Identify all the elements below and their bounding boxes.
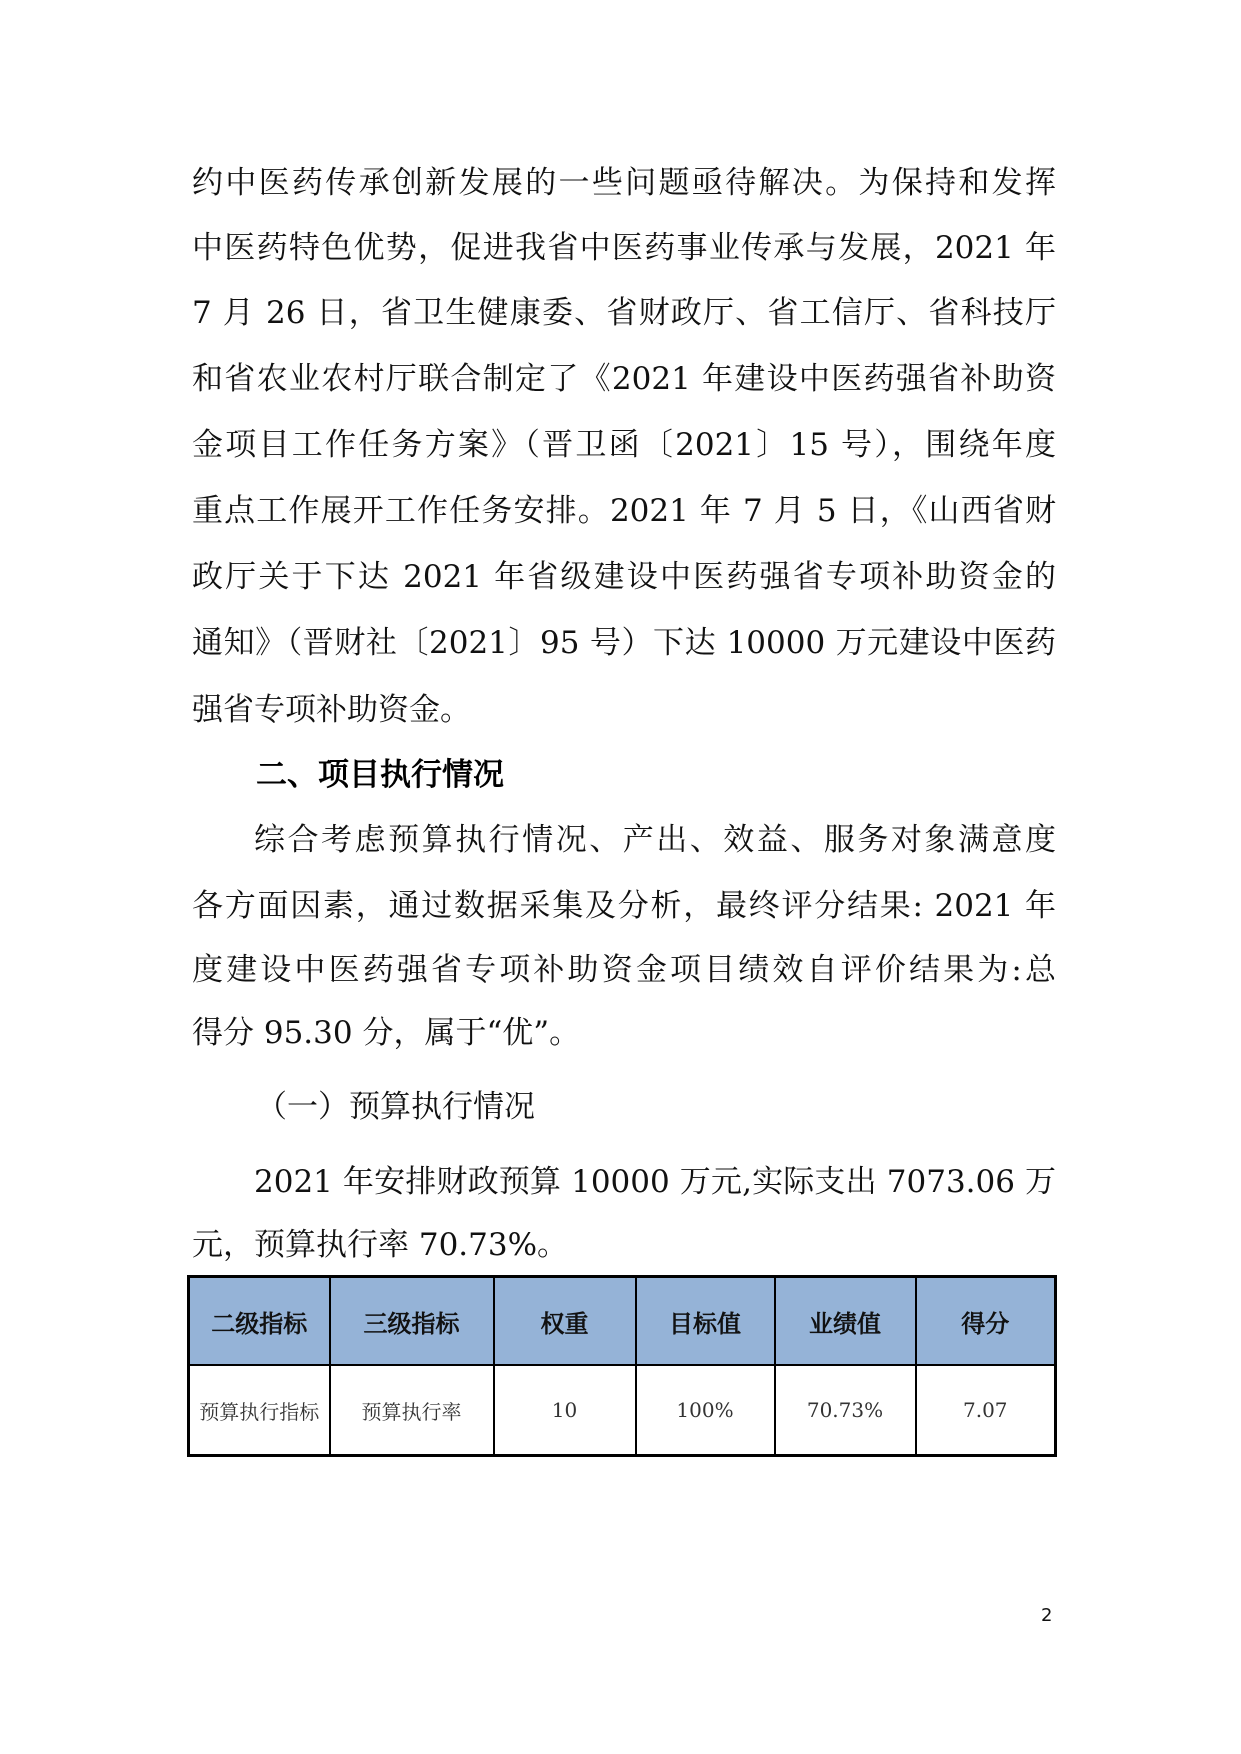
paragraph-line: 政厅关于下达 2021 年省级建设中医药强省专项补助资金的 [192,559,1056,595]
cell-weight: 10 [494,1365,636,1456]
cell-actual-value: 70.73% [775,1365,916,1456]
paragraph-line: 元，预算执行率 70.73%。 [192,1227,569,1263]
paragraph-line: 各方面因素，通过数据采集及分析，最终评分结果: 2021 年 [192,888,1056,924]
paragraph-line: 综合考虑预算执行情况、产出、效益、服务对象满意度 [254,822,1056,858]
paragraph-line: 重点工作展开工作任务安排。2021 年 7 月 5 日，《山西省财 [192,493,1056,529]
performance-indicator-table [187,1275,1057,1457]
header-target-value: 目标值 [636,1277,775,1366]
paragraph-line: 通知》（晋财社〔2021〕95 号）下达 10000 万元建设中医药 [192,625,1056,661]
header-tertiary-indicator: 三级指标 [330,1277,494,1366]
paragraph-line: 7 月 26 日，省卫生健康委、省财政厅、省工信厅、省科技厅 [192,295,1056,331]
paragraph-line: 2021 年安排财政预算 10000 万元,实际支出 7073.06 万 [254,1164,1056,1200]
paragraph-line: 金项目工作任务方案》（晋卫函〔2021〕15 号），围绕年度 [192,427,1056,463]
header-score: 得分 [916,1277,1056,1366]
header-secondary-indicator: 二级指标 [189,1277,330,1366]
header-actual-value: 业绩值 [775,1277,916,1366]
table-header-row [189,1277,1056,1366]
paragraph-line: 强省专项补助资金。 [192,692,471,728]
table-row [189,1365,1056,1456]
paragraph-line: 得分 95.30 分，属于“优”。 [192,1015,581,1051]
cell-target-value: 100% [636,1365,775,1456]
paragraph-line: 和省农业农村厅联合制定了《2021 年建设中医药强省补助资 [192,361,1056,397]
cell-secondary-indicator: 预算执行指标 [189,1365,330,1456]
cell-score: 7.07 [916,1365,1056,1456]
paragraph-line: 度建设中医药强省专项补助资金项目绩效自评价结果为:总 [192,952,1056,988]
paragraph-line: 约中医药传承创新发展的一些问题亟待解决。为保持和发挥 [192,165,1056,201]
page-number: 2 [1041,1605,1053,1626]
section-heading: 二、项目执行情况 [256,757,504,793]
header-weight: 权重 [494,1277,636,1366]
cell-tertiary-indicator: 预算执行率 [330,1365,494,1456]
paragraph-line: 中医药特色优势，促进我省中医药事业传承与发展，2021 年 [192,230,1056,266]
subsection-heading: （一）预算执行情况 [256,1089,535,1125]
